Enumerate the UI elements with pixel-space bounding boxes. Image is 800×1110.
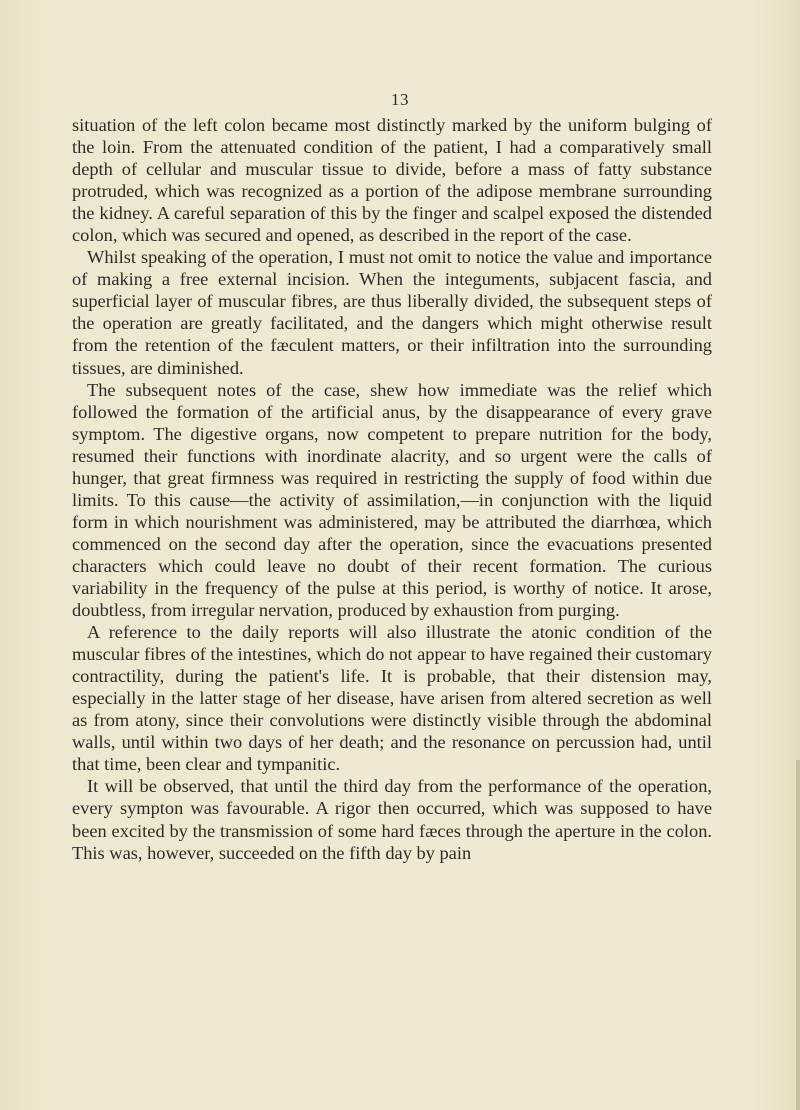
paragraph-external-incision: Whilst speaking of the operation, I must not omit to notice the value and importance of making a free external incision. When the integuments, subjacent fascia, and superficial layer of muscular fibres, are thus liberally divided, the subsequent steps of the operation are greatly facilitated, and the dangers which might otherwise result from the retention of the fæculent matters, or their infiltration into the surrounding tissues, are diminished. — [72, 247, 712, 378]
paragraph-daily-reports: A reference to the daily reports will also illustrate the atonic condition of the muscular fibres of the intestines, which do not appear to have regained their customary contractility, during the patient's life. It is probable, that their distension may, especially in the latter stage of her disease, have arisen from altered secretion as well as from atony, since their convolutions were distinctly visible through the abdominal walls, until within two days of her death; and the resonance on percussion had, until that time, been clear and tympanitic. — [72, 622, 712, 775]
page-number: 13 — [391, 90, 409, 109]
body-text — [72, 114, 712, 864]
page-edge-shadow — [796, 760, 800, 1110]
paragraph-continuation: situation of the left colon became most distinctly marked by the uniform bulging of the loin. From the attenuated condition of the patient, I had a comparatively small depth of cellular and muscular tissue to divide, before a mass of fatty substance protruded, which was recognized as a portion of the adipose membrane surrounding the kidney. A careful separation of this by the finger and scalpel exposed the distended colon, which was secured and opened, as described in the report of the case. — [72, 115, 712, 246]
paragraph-third-day: It will be observed, that until the third day from the performance of the operation, every sympton was favourable. A rigor then occurred, which was supposed to have been excited by the transmission of some hard fæces through the aperture in the colon. This was, however, succeeded on the fifth day by pain — [72, 776, 712, 863]
paragraph-subsequent-notes: The subsequent notes of the case, shew how immediate was the relief which followed the formation of the artificial anus, by the disappearance of every grave symptom. The digestive organs, now competent to prepare nutrition for the body, resumed their functions with inordinate alacrity, and so urgent were the calls of hunger, that great firmness was required in restricting the supply of food within due limits. To this cause—the activity of assimilation,—in conjunction with the liquid form in which nourishment was administered, may be attributed the diarrhœa, which commenced on the second day after the operation, since the evacuations presented characters which could leave no doubt of their recent formation. The curious variability in the frequency of the pulse at this period, is worthy of notice. It arose, doubtless, from irregular nervation, produced by exhaustion from purging. — [72, 379, 712, 621]
